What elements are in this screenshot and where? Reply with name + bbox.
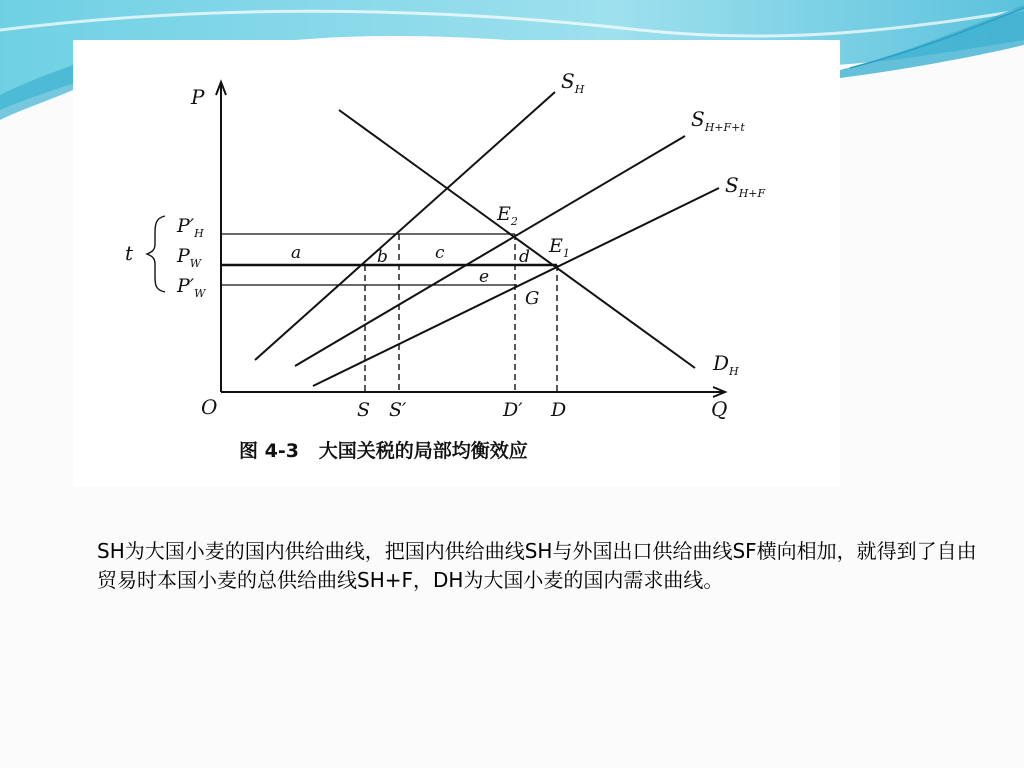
qty-d-prime: D′: [503, 399, 523, 421]
y-axis-label: P: [191, 85, 205, 109]
label-g: G: [525, 288, 540, 309]
label-e2: $E_2$: [497, 203, 518, 228]
label-p-w: $P_W$: [177, 245, 202, 270]
curve-sh-f-t: [295, 136, 685, 366]
qty-s: S: [357, 399, 371, 421]
label-tariff: t: [125, 241, 134, 265]
slide-body-text: SH为大国小麦的国内供给曲线，把国内供给曲线SH与外国出口供给曲线SF横向相加，就得到了自由贸易时本国小麦的总供给曲线SH+F，DH为大国小麦的国内需求曲线。: [97, 539, 977, 592]
area-d: d: [519, 247, 530, 267]
figure-panel: [73, 40, 840, 487]
qty-s-prime: S′: [389, 399, 407, 421]
area-c: c: [435, 243, 445, 263]
x-axis-label: Q: [711, 397, 728, 421]
label-sh: $S_H$: [561, 69, 585, 96]
curve-dh: [339, 110, 695, 368]
label-sh-f: $S_{H+F}$: [725, 173, 766, 200]
qty-d: D: [551, 399, 567, 421]
tariff-brace: [147, 216, 165, 292]
area-e: e: [479, 267, 490, 287]
figure-caption: 图 4-3 大国关税的局部均衡效应: [239, 440, 528, 462]
label-sh-f-t: $S_{H+F+t}$: [691, 107, 745, 134]
label-dh: $D_H$: [713, 351, 739, 378]
label-e1: $E_1$: [549, 235, 570, 260]
label-p-w-prime: $P'_W$: [177, 275, 206, 300]
tariff-diagram: [73, 40, 840, 487]
origin-label: O: [201, 395, 218, 419]
area-b: b: [377, 247, 388, 267]
area-a: a: [291, 243, 302, 263]
label-p-h-prime: $P'_H$: [177, 215, 204, 240]
